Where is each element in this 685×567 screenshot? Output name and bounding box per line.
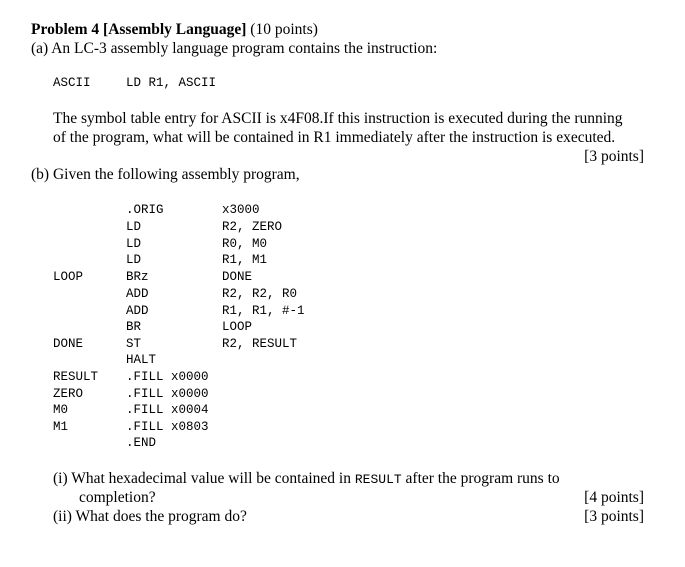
code-label: RESULT: [53, 370, 99, 384]
question-i-points: [4 points]: [584, 489, 644, 506]
question-i-post: after the program runs to: [401, 470, 560, 487]
code-op: .FILL x0803: [126, 420, 209, 434]
code-op: LD: [126, 253, 142, 267]
code-label: ZERO: [53, 387, 84, 401]
code-op: ADD: [126, 304, 149, 318]
question-i-pre: (i) What hexadecimal value will be contained in: [53, 470, 355, 487]
code-arg: LOOP: [222, 320, 253, 334]
code-op: .END: [126, 436, 157, 450]
code-op: ADD: [126, 287, 149, 301]
code-op: .FILL x0000: [126, 370, 209, 384]
code-op: LD: [126, 220, 142, 234]
code-op: ST: [126, 337, 142, 351]
code-op: HALT: [126, 353, 157, 367]
code-op: .ORIG: [126, 203, 164, 217]
code-op: BRz: [126, 270, 149, 284]
code-op: .FILL x0000: [126, 387, 209, 401]
question-i-line2: completion?: [79, 489, 156, 506]
code-label: M1: [53, 420, 69, 434]
code-op: .FILL x0004: [126, 403, 209, 417]
question-i-code: RESULT: [354, 472, 402, 487]
problem-points: (10 points): [250, 21, 318, 38]
part-a-text-line2: of the program, what will be contained in R1 immediately after the instruction is executed.: [53, 129, 616, 146]
part-a-instruction-code: LD R1, ASCII: [126, 76, 217, 90]
code-arg: R2, RESULT: [222, 337, 298, 351]
code-arg: R1, R1, #-1: [222, 304, 305, 318]
code-arg: R1, M1: [222, 253, 268, 267]
code-label: LOOP: [53, 270, 84, 284]
problem-title-text: Problem 4 [Assembly Language]: [31, 21, 247, 38]
part-b-intro: (b) Given the following assembly program,: [31, 166, 300, 183]
part-a-intro: (a) An LC-3 assembly language program contains the instruction:: [31, 40, 438, 57]
code-arg: x3000: [222, 203, 260, 217]
code-arg: R0, M0: [222, 237, 268, 251]
question-ii-points: [3 points]: [584, 508, 644, 525]
code-label: M0: [53, 403, 69, 417]
part-a-text-line1: The symbol table entry for ASCII is x4F08.If this instruction is executed during the running: [53, 110, 623, 127]
problem-title: [31, 21, 318, 39]
code-op: BR: [126, 320, 142, 334]
code-label: DONE: [53, 337, 84, 351]
question-i-line1: [53, 470, 560, 488]
code-arg: R2, ZERO: [222, 220, 283, 234]
code-op: LD: [126, 237, 142, 251]
part-a-points: [3 points]: [584, 148, 644, 165]
code-arg: R2, R2, R0: [222, 287, 298, 301]
code-arg: DONE: [222, 270, 253, 284]
part-a-instruction-label: ASCII: [53, 76, 91, 90]
question-ii: (ii) What does the program do?: [53, 508, 247, 525]
